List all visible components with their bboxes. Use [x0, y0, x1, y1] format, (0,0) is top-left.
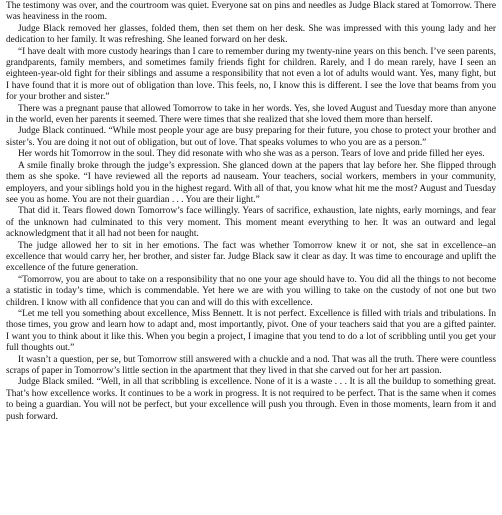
paragraph-6: Her words hit Tomorrow in the soul. They did resonate with who she was as a person. Tears of love and pride filled her eyes.: [18, 149, 485, 160]
paragraph-5: Judge Black continued. “While most people your age are busy preparing for their future, you chose to protect your brother and sister’s. You are doing it not out of obligation, but out of love. That speaks volumes to who you are as a person.”: [6, 126, 496, 148]
paragraph-13: Judge Black smiled. “Well, in all that scribbling is excellence. None of it is a waste . . . It is all the buildup to something great. That’s how excellence works. It continues to be a work in progress. It is not required to be perfect. That is the same when it comes to being a guardian. You will not be perfect, but your excellence will push you through. Even in those moments, learn from it and push forward.: [6, 377, 496, 422]
paragraph-1: The testimony was over, and the courtroom was quiet. Everyone sat on pins and needles as Judge Black stared at Tomorrow. There was heaviness in the room.: [6, 1, 496, 23]
paragraph-2: Judge Black removed her glasses, folded them, then set them on her desk. She was impressed with this young lady and her dedication to her family. It was refreshing. She leaned forward on her desk.: [6, 23, 496, 46]
paragraph-9: The judge allowed her to sit in her emotions. The fact was whether Tomorrow knew it or not, she sat in excellence–an excellence that would carry her, her brother, and sister far. Judge Black saw it clear as day. It was time to encourage and uplift the excellence of the future generation.: [6, 240, 496, 274]
paragraph-12: It wasn’t a question, per se, but Tomorrow still answered with a chuckle and a nod. That was all the truth. There were countless scraps of paper in Tomorrow’s little section in the apartment that they lived in that she carved out for her art passion.: [6, 354, 496, 376]
paragraph-8: That did it. Tears flowed down Tomorrow’s face willingly. Years of sacrifice, exhaustion, late nights, early mornings, and fear of the unknown had culminated to this very moment. This moment meant everything to her. It was an outward and legal acknowledgment that it all had not been for naught.: [6, 206, 496, 240]
paragraph-11: “Let me tell you something about excellence, Miss Bennett. It is not perfect. Excellence is filled with trials and tribulations. In those times, you grow and learn how to adapt and, most importantly, pivot. One of your teachers said that you are a gifted painter. I want you to think about it like this. When you begin a project, I imagine that you tend to do a lot of scribbling until you get your full thoughts out.”: [6, 308, 496, 354]
paragraph-10: “Tomorrow, you are about to take on a responsibility that no one your age should have to. You did all the things to not become a statistic in today’s time, which is commendable. Yet here we are with you willing to take on the custody of not one but two children. I know with all confidence that you can and will do this with excellence.: [6, 274, 496, 308]
paragraph-4: There was a pregnant pause that allowed Tomorrow to take in her words. Yes, she loved August and Tuesday more than anyone in the world, even her parents it seemed. There were times that she realized that she loved them more than herself.: [6, 103, 496, 126]
paragraph-7: A smile finally broke through the judge’s expression. She glanced down at the papers that lay before her. She flipped through them as she spoke. “I have reviewed all the reports ad nauseam. Your teachers, social workers, members in your community, employers, and your siblings hold you in the highest regard. With all of that, you know what hit me the most? August and Tuesday see you as home. You are not their guardian . . . You are their light.”: [6, 160, 496, 205]
paragraph-3: “I have dealt with more custody hearings than I care to remember during my twenty-nine years on this bench. I’ve seen parents, grandparents, family members, and sometimes family friends fight for children. Rarely, and I do mean rarely, have I seen an eighteen-year-old fight for their siblings and assume a responsibility that not even a lot of adults would want. Yes, many fight, but I have found that it is more out of obligation than love. This feels, no, I know this is different. I see the love that beams from you for your brother and sister.”: [6, 46, 496, 103]
